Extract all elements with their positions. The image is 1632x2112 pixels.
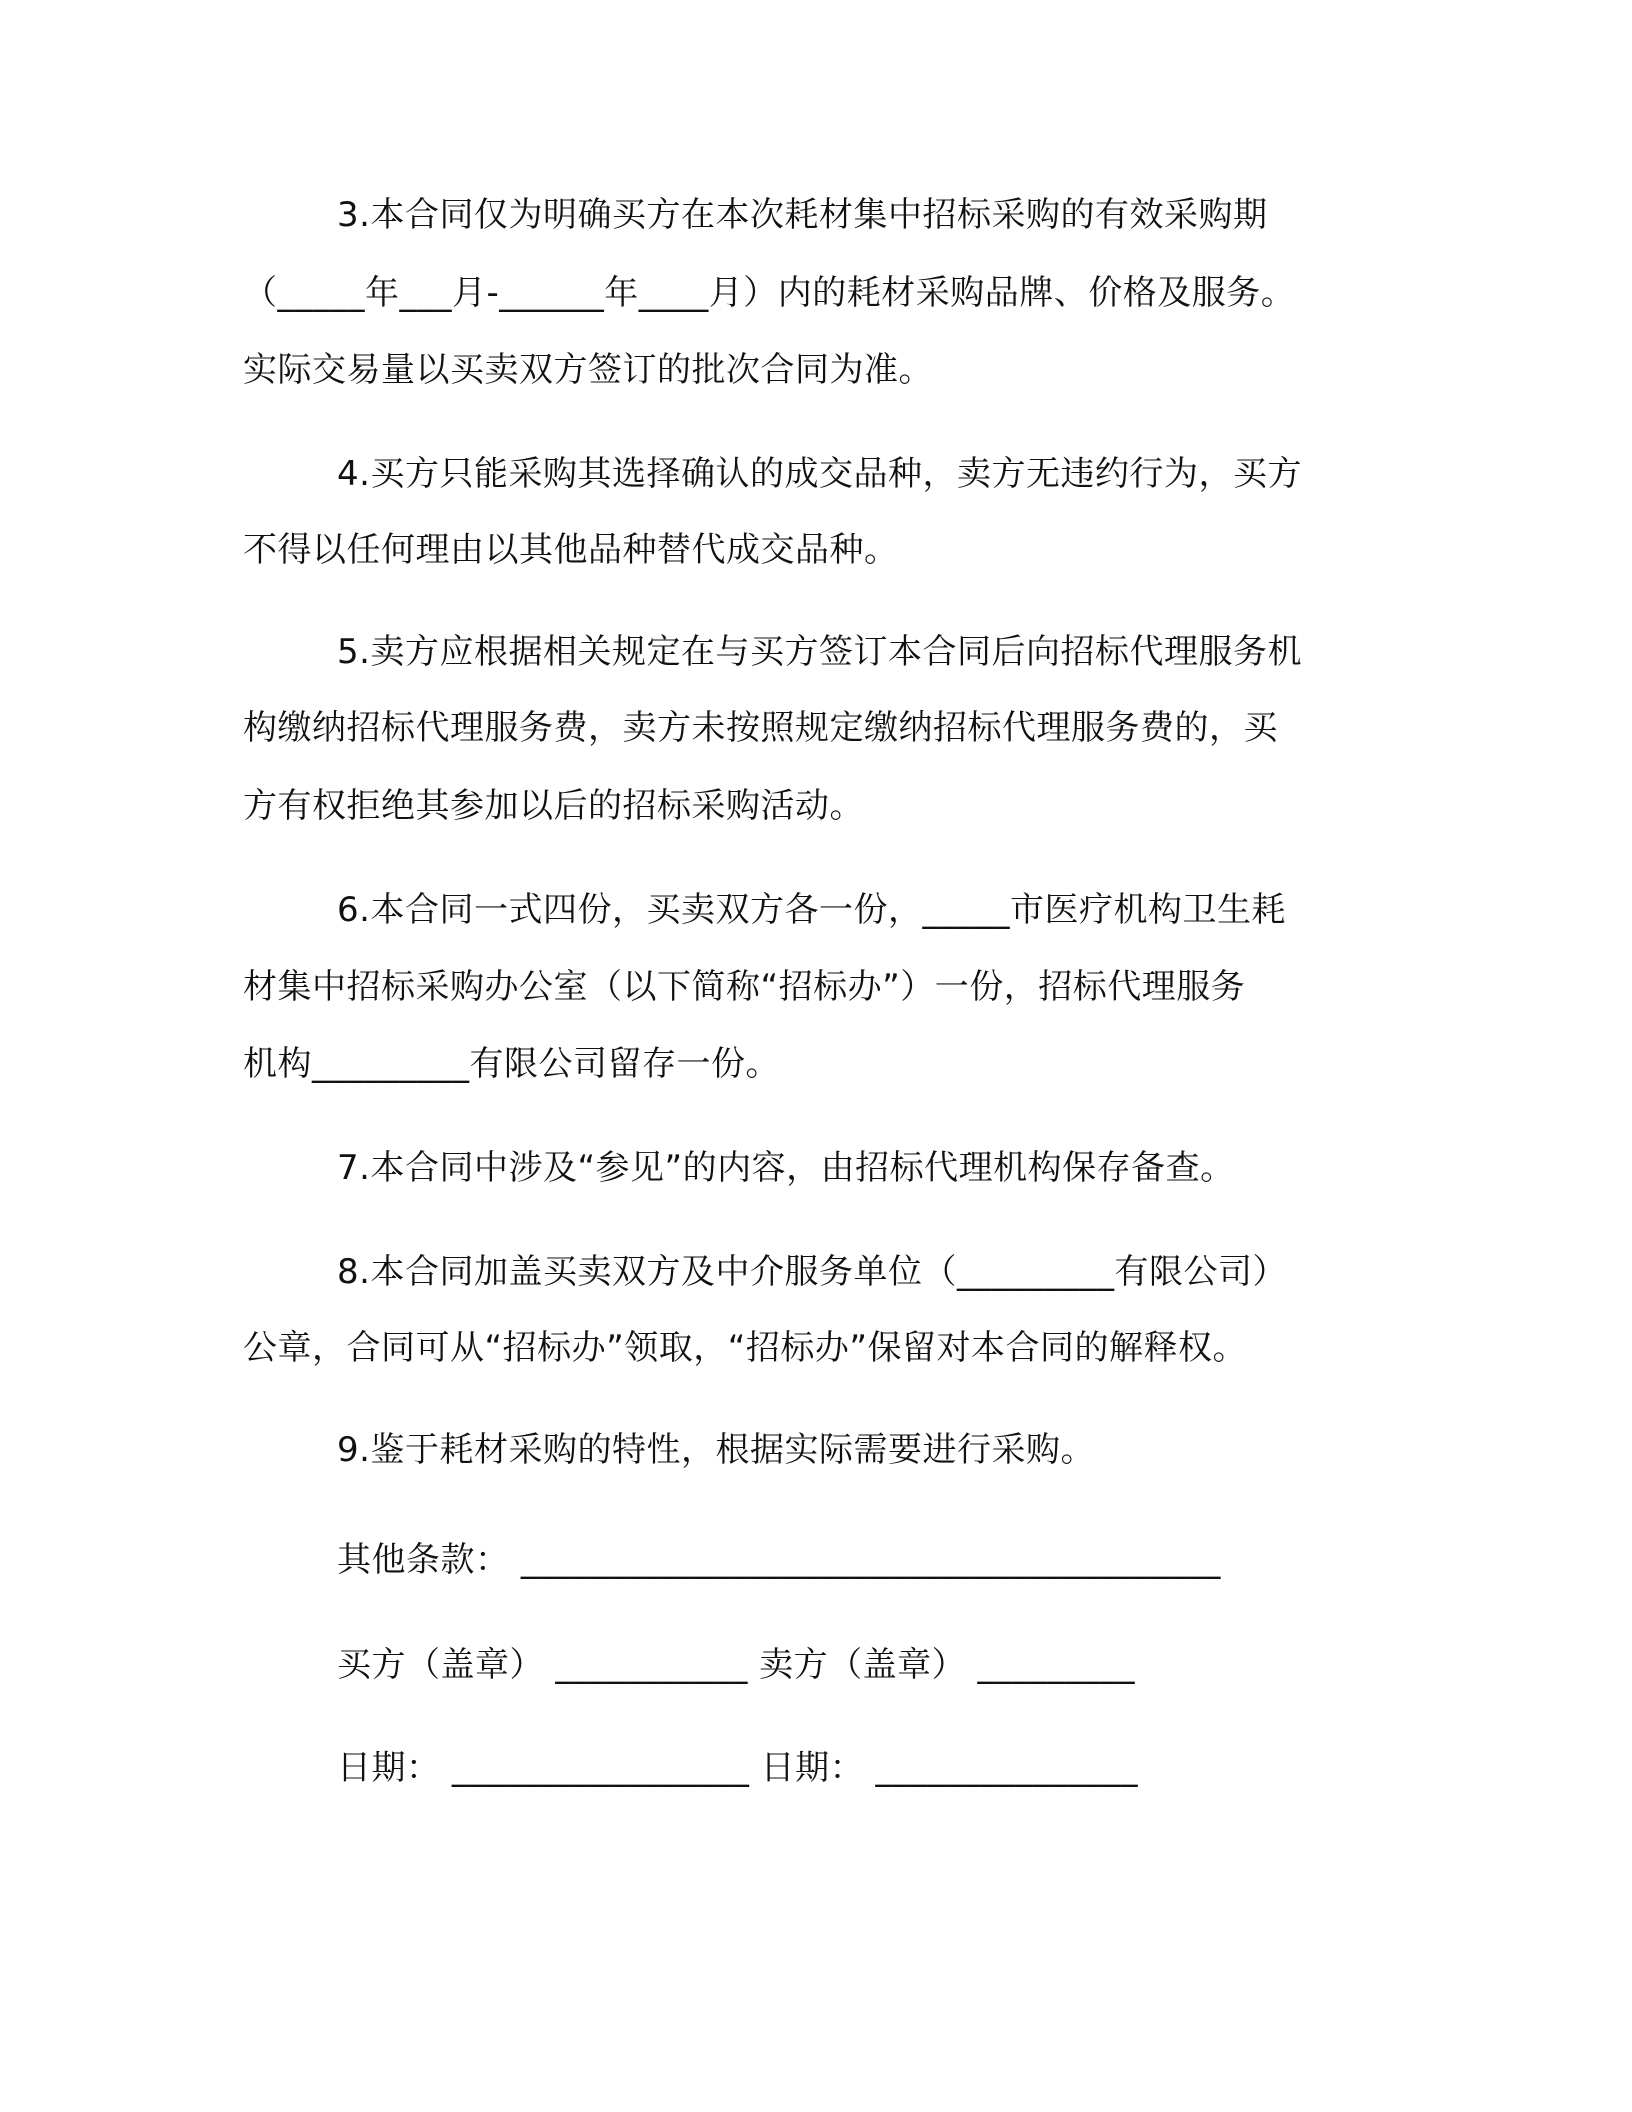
clause-5-line-2: 构缴纳招标代理服务费，卖方未按照规定缴纳招标代理服务费的，买 — [243, 708, 1278, 748]
clause-6-line-1: 6.本合同一式四份，买卖双方各一份，_____市医疗机构卫生耗 — [337, 890, 1286, 930]
clause-7-line-1: 7.本合同中涉及“参见”的内容，由招标代理机构保存备查。 — [337, 1148, 1235, 1188]
clause-4-line-2: 不得以任何理由以其他品种替代成交品种。 — [243, 530, 899, 570]
buyer-date-field[interactable]: _________________ — [451, 1748, 750, 1788]
clause-3-line-1: 3.本合同仅为明确买方在本次耗材集中招标采购的有效采购期 — [337, 195, 1268, 235]
other-terms-field[interactable]: ________________________________________ — [520, 1540, 1221, 1580]
buyer-seal-label: 买方（盖章） — [337, 1645, 544, 1685]
clause-4-line-1: 4.买方只能采购其选择确认的成交品种，卖方无违约行为，买方 — [337, 454, 1302, 494]
other-terms-row — [337, 1538, 1221, 1582]
clause-9-line-1: 9.鉴于耗材采购的特性，根据实际需要进行采购。 — [337, 1430, 1095, 1470]
seller-seal-field[interactable]: _________ — [977, 1645, 1135, 1685]
seller-seal-label: 卖方（盖章） — [759, 1645, 967, 1685]
clause-8-line-2: 公章，合同可从“招标办”领取，“招标办”保留对本合同的解释权。 — [243, 1328, 1247, 1368]
clause-8-line-1: 8.本合同加盖买卖双方及中介服务单位（_________有限公司） — [337, 1252, 1287, 1292]
signature-row — [337, 1643, 1135, 1687]
buyer-date-label: 日期： — [337, 1748, 441, 1788]
clause-3-line-3: 实际交易量以买卖双方签订的批次合同为准。 — [243, 350, 933, 390]
seller-date-field[interactable]: _______________ — [875, 1748, 1138, 1788]
clause-6-line-2: 材集中招标采购办公室（以下简称“招标办”）一份，招标代理服务 — [243, 967, 1246, 1007]
date-row — [337, 1746, 1138, 1790]
other-terms-label: 其他条款： — [337, 1540, 510, 1580]
clause-6-line-3: 机构_________有限公司留存一份。 — [243, 1044, 780, 1084]
clause-5-line-1: 5.卖方应根据相关规定在与买方签订本合同后向招标代理服务机 — [337, 632, 1302, 672]
seller-date-label: 日期： — [760, 1748, 865, 1788]
clause-5-line-3: 方有权拒绝其参加以后的招标采购活动。 — [243, 786, 864, 826]
buyer-seal-field[interactable]: ___________ — [555, 1645, 748, 1685]
clause-3-line-2: （_____年___月-______年____月）内的耗材采购品牌、价格及服务。 — [243, 273, 1296, 313]
